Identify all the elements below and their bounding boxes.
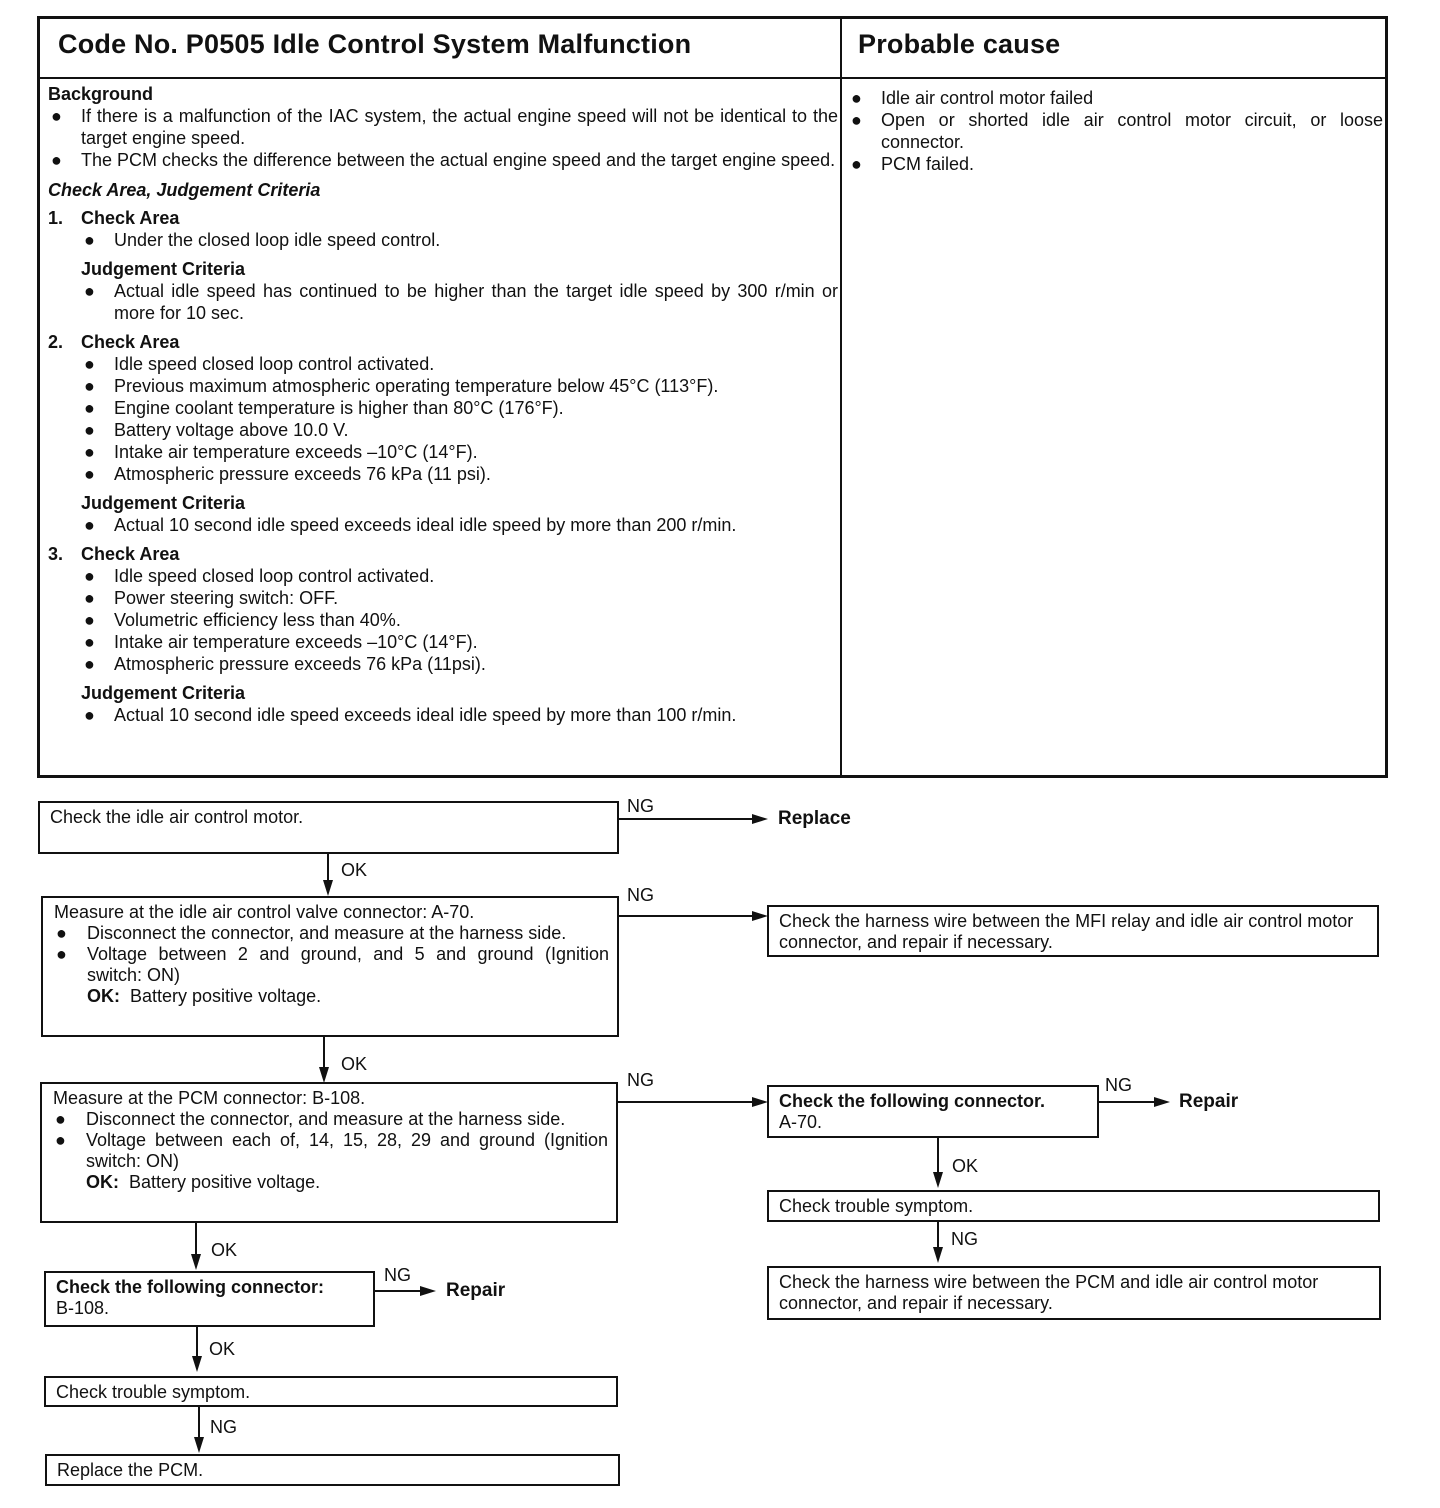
flow-check-trouble-symptom-left: Check trouble symptom.: [44, 1376, 618, 1407]
check-3: 3. Check Area ● Idle speed closed loop control activated. ● Power steering switch: OFF. ● Volumetric efficiency less than 40%. ● Intake air temperature exceeds –10°C (14°F). ● Atmospheric pressure exceeds 76 kPa (11psi). Judgement Criteria ● Actual 10 second idle speed exceeds ideal idle speed by more than 100 r/min.: [48, 543, 838, 726]
flow-line: [198, 1407, 200, 1439]
check-area-item: ● Battery voltage above 10.0 V.: [84, 420, 349, 440]
flow-line: [375, 1290, 425, 1292]
arrow-down-icon: [323, 880, 333, 896]
flow-line: [195, 1223, 197, 1256]
check-area-item: ● Intake air temperature exceeds –10°C (14°F).: [84, 632, 478, 652]
ng-label: NG: [210, 1417, 237, 1437]
check-area-item: ● Previous maximum atmospheric operating temperature below 45°C (113°F).: [84, 376, 719, 396]
probable-cause-item: ● Idle air control motor failed: [851, 88, 1094, 108]
arrow-down-icon: [192, 1356, 202, 1372]
check-2: 2. Check Area ● Idle speed closed loop control activated. ● Previous maximum atmospheric operating temperature below 45°C (113°F). ● Engine coolant temperature is higher than 80°C (176°F). ● Battery voltage above 10.0 V. ● Intake air temperature exceeds –10°C (14°F). ● Atmospheric pressure exceeds 76 kPa (11 psi). Judgement Criteria ● Actual 10 second idle speed exceeds ideal idle speed by more than 200 r/min.: [48, 331, 838, 536]
judgement-item: ● Actual 10 second idle speed exceeds ideal idle speed by more than 200 r/min.: [84, 515, 737, 535]
diagnostic-table: [37, 16, 1388, 778]
probable-cause-item: ● Open or shorted idle air control motor circuit, or loose connector.: [851, 110, 1383, 152]
ng-label: NG: [627, 885, 654, 905]
judgement-label: Judgement Criteria: [81, 493, 246, 513]
flow-check-connector-a70: Check the following connector. A-70.: [767, 1085, 1099, 1138]
flow-line: [937, 1138, 939, 1174]
ng-label: NG: [951, 1229, 978, 1249]
flow-line: [618, 1101, 757, 1103]
ng-label: NG: [627, 796, 654, 816]
bullet-icon: ●: [51, 106, 62, 126]
flow-check-harness-pcm: Check the harness wire between the PCM and idle air control motor connector, and repair if necessary.: [767, 1266, 1381, 1320]
bullet-icon: ●: [51, 150, 62, 170]
flow-line: [323, 1037, 325, 1069]
flow-line: [327, 854, 329, 882]
check-area-item: ● Atmospheric pressure exceeds 76 kPa (11 psi).: [84, 464, 491, 484]
check-area-label: Check Area: [81, 208, 180, 228]
replace-action: Replace: [778, 808, 851, 829]
page-title: Code No. P0505 Idle Control System Malfunction: [58, 29, 692, 59]
flow-step-measure-pcm-connector: Measure at the PCM connector: B-108. ● Disconnect the connector, and measure at the harness side. ● Voltage between each of, 14, 15, 28, 29 and ground (Ignition switch: ON) OK: Battery positive voltage.: [40, 1082, 618, 1223]
arrow-right-icon: [1154, 1097, 1170, 1107]
flow-step-check-motor: Check the idle air control motor.: [38, 801, 619, 854]
check-area-item: ● Under the closed loop idle speed control.: [84, 230, 441, 250]
check-1: 1. Check Area ● Under the closed loop idle speed control. Judgement Criteria ● Actual idle speed has continued to be higher than the target idle speed by 300 r/min or more for 10 sec.: [48, 208, 838, 323]
ok-label: OK: [341, 1054, 368, 1074]
check-area-item: ● Volumetric efficiency less than 40%.: [84, 610, 401, 630]
flow-line: [619, 915, 757, 917]
probable-cause-title: Probable cause: [858, 29, 1061, 59]
ok-label: OK: [341, 860, 368, 880]
arrow-down-icon: [933, 1172, 943, 1188]
repair-action: Repair: [446, 1280, 506, 1301]
background-item: ● If there is a malfunction of the IAC system, the actual engine speed will not be identical to the target engine speed.: [51, 106, 838, 148]
arrow-right-icon: [752, 911, 768, 921]
check-area-label: Check Area: [81, 332, 180, 352]
column-divider: [840, 19, 842, 775]
check-area-item: ● Idle speed closed loop control activated.: [84, 566, 435, 586]
probable-cause-list: [848, 87, 1383, 175]
check-area-item: ● Engine coolant temperature is higher than 80°C (176°F).: [84, 398, 564, 418]
probable-cause-item: ● PCM failed.: [851, 154, 975, 174]
ok-label: OK: [211, 1240, 238, 1260]
judgement-item: ● Actual idle speed has continued to be higher than the target idle speed by 300 r/min or more for 10 sec.: [84, 281, 838, 323]
check-area-item: ● Idle speed closed loop control activated.: [84, 354, 435, 374]
ng-label: NG: [1105, 1075, 1132, 1095]
ng-label: NG: [627, 1070, 654, 1090]
arrow-right-icon: [752, 814, 768, 824]
ng-label: NG: [384, 1265, 411, 1285]
judgement-item: ● Actual 10 second idle speed exceeds ideal idle speed by more than 100 r/min.: [84, 705, 737, 725]
check-area-item: ● Power steering switch: OFF.: [84, 588, 339, 608]
flow-check-trouble-symptom-right: Check trouble symptom.: [767, 1190, 1380, 1222]
ok-label: OK: [952, 1156, 979, 1176]
check-area-item: ● Atmospheric pressure exceeds 76 kPa (11psi).: [84, 654, 486, 674]
flow-step-measure-iac-connector: Measure at the idle air control valve connector: A-70. ● Disconnect the connector, and measure at the harness side. ● Voltage between 2 and ground, and 5 and ground (Ignition switch: ON) OK: Battery positive voltage.: [41, 896, 619, 1037]
criteria-heading: Check Area, Judgement Criteria: [48, 180, 321, 200]
check-area-label: Check Area: [81, 544, 180, 564]
arrow-right-icon: [420, 1286, 436, 1296]
repair-action: Repair: [1179, 1091, 1239, 1112]
ok-label: OK: [209, 1339, 236, 1359]
judgement-label: Judgement Criteria: [81, 259, 246, 279]
background-item: ● The PCM checks the difference between the actual engine speed and the target engine speed.: [51, 150, 836, 170]
arrow-down-icon: [194, 1437, 204, 1453]
flow-line: [1099, 1101, 1159, 1103]
flow-check-connector-b108: Check the following connector: B-108.: [44, 1271, 375, 1327]
flow-line: [196, 1327, 198, 1358]
diagnostic-description: [48, 83, 838, 726]
arrow-down-icon: [319, 1067, 329, 1083]
flow-line: [619, 818, 757, 820]
flow-check-harness-mfi: Check the harness wire between the MFI relay and idle air control motor connector, and repair if necessary.: [767, 905, 1379, 957]
check-area-item: ● Intake air temperature exceeds –10°C (14°F).: [84, 442, 478, 462]
table-header-row: [40, 19, 1385, 79]
judgement-label: Judgement Criteria: [81, 683, 246, 703]
arrow-down-icon: [933, 1247, 943, 1263]
flow-replace-pcm: Replace the PCM.: [45, 1454, 620, 1486]
flow-line: [937, 1222, 939, 1249]
arrow-right-icon: [752, 1097, 768, 1107]
background-heading: Background: [48, 84, 154, 104]
arrow-down-icon: [191, 1254, 201, 1270]
